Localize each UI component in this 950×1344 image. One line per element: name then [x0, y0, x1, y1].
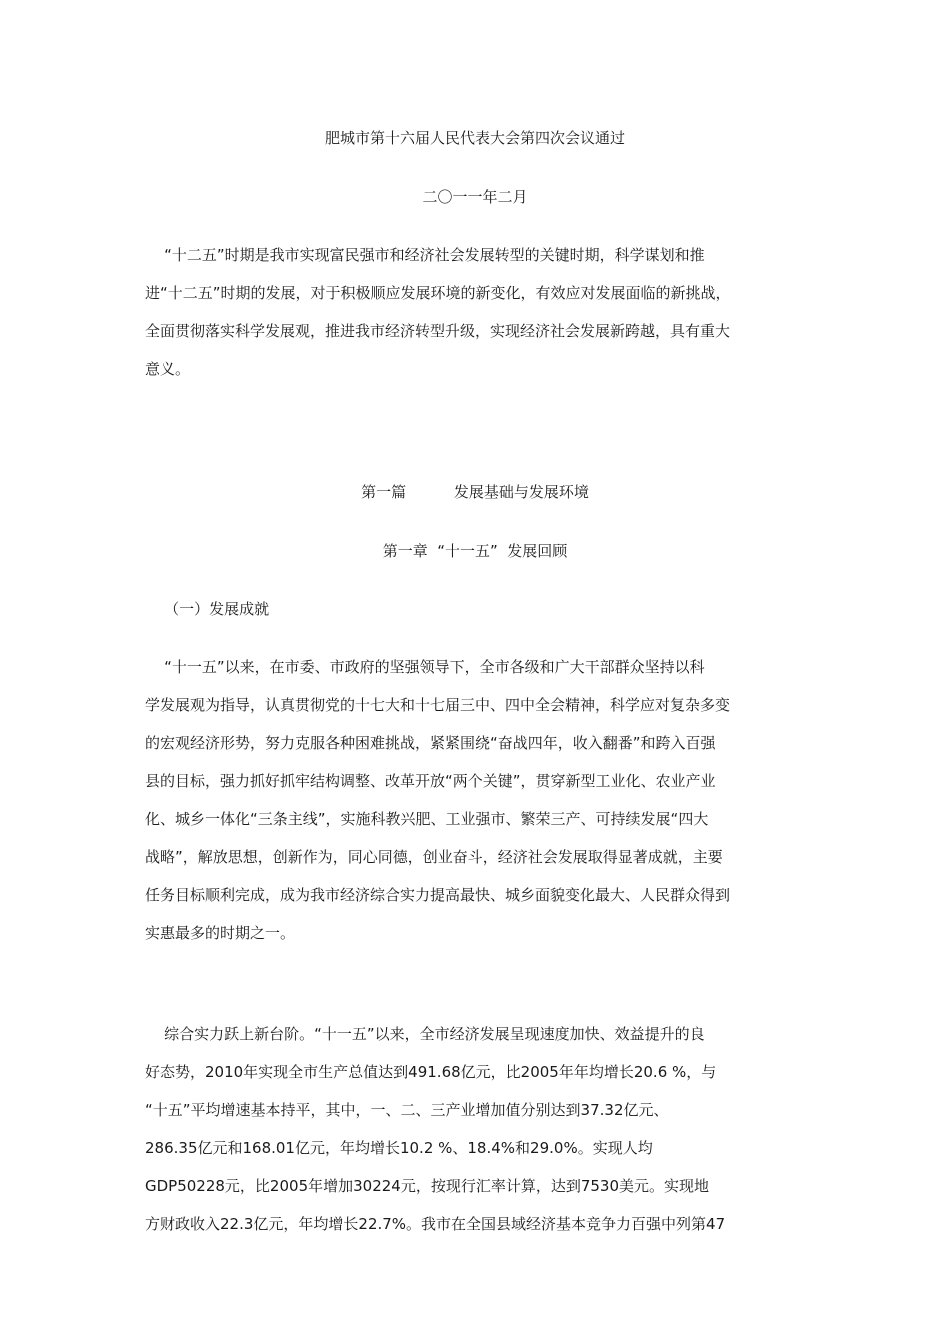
- approval-line: 肥城市第十六届人民代表大会第四次会议通过: [324, 129, 625, 147]
- text-line: 综合实力跃上新台阶。“十一五”以来，全市经济发展呈现速度加快、效益提升的良: [145, 1025, 705, 1043]
- strength-paragraph: [145, 1015, 805, 1243]
- date-line: 二〇一一年二月: [422, 188, 528, 206]
- section-title: （一）发展成就: [145, 600, 270, 618]
- text-line: 意义。: [145, 360, 191, 378]
- text-line: 任务目标顺利完成，成为我市经济综合实力提高最快、城乡面貌变化最大、人民群众得到: [145, 886, 731, 904]
- text-line: 学发展观为指导，认真贯彻党的十七大和十七届三中、四中全会精神，科学应对复杂多变: [145, 696, 731, 714]
- text-line: “十二五”时期是我市实现富民强市和经济社会发展转型的关键时期，科学谋划和推: [145, 246, 705, 264]
- text-line: “十五”平均增速基本持平，其中，一、二、三产业增加值分别达到37.32亿元、: [145, 1101, 669, 1119]
- part-title: 第一篇 发展基础与发展环境: [361, 483, 589, 501]
- text-line: 全面贯彻落实科学发展观，推进我市经济转型升级，实现经济社会发展新跨越，具有重大: [145, 322, 731, 340]
- text-line: 实惠最多的时期之一。: [145, 924, 296, 942]
- text-line: GDP50228元，比2005年增加30224元，按现行汇率计算，达到7530美元。实现地: [145, 1177, 710, 1195]
- achievements-paragraph: [145, 648, 805, 952]
- text-line: “十一五”以来，在市委、市政府的坚强领导下，全市各级和广大干部群众坚持以科: [145, 658, 705, 676]
- text-line: 方财政收入22.3亿元，年均增长22.7%。我市在全国县域经济基本竞争力百强中列第47: [145, 1215, 726, 1233]
- text-line: 化、城乡一体化“三条主线”，实施科教兴肥、工业强市、繁荣三产、可持续发展“四大: [145, 810, 709, 828]
- text-line: 好态势，2010年实现全市生产总值达到491.68亿元，比2005年年均增长20.6 %，与: [145, 1063, 717, 1081]
- text-line: 县的目标，强力抓好抓牢结构调整、改革开放“两个关键”，贯穿新型工业化、农业产业: [145, 772, 716, 790]
- intro-paragraph: [145, 236, 805, 388]
- text-line: 进“十二五”时期的发展，对于积极顺应发展环境的新变化，有效应对发展面临的新挑战，: [145, 284, 731, 302]
- text-line: 的宏观经济形势，努力克服各种困难挑战，紧紧围绕“奋战四年，收入翻番”和跨入百强: [145, 734, 716, 752]
- text-line: 战略”，解放思想，创新作为，同心同德，创业奋斗，经济社会发展取得显著成就，主要: [145, 848, 723, 866]
- text-line: 286.35亿元和168.01亿元，年均增长10.2 %、18.4%和29.0%。实现人均: [145, 1139, 653, 1157]
- chapter-title: 第一章 “十一五” 发展回顾: [382, 542, 568, 560]
